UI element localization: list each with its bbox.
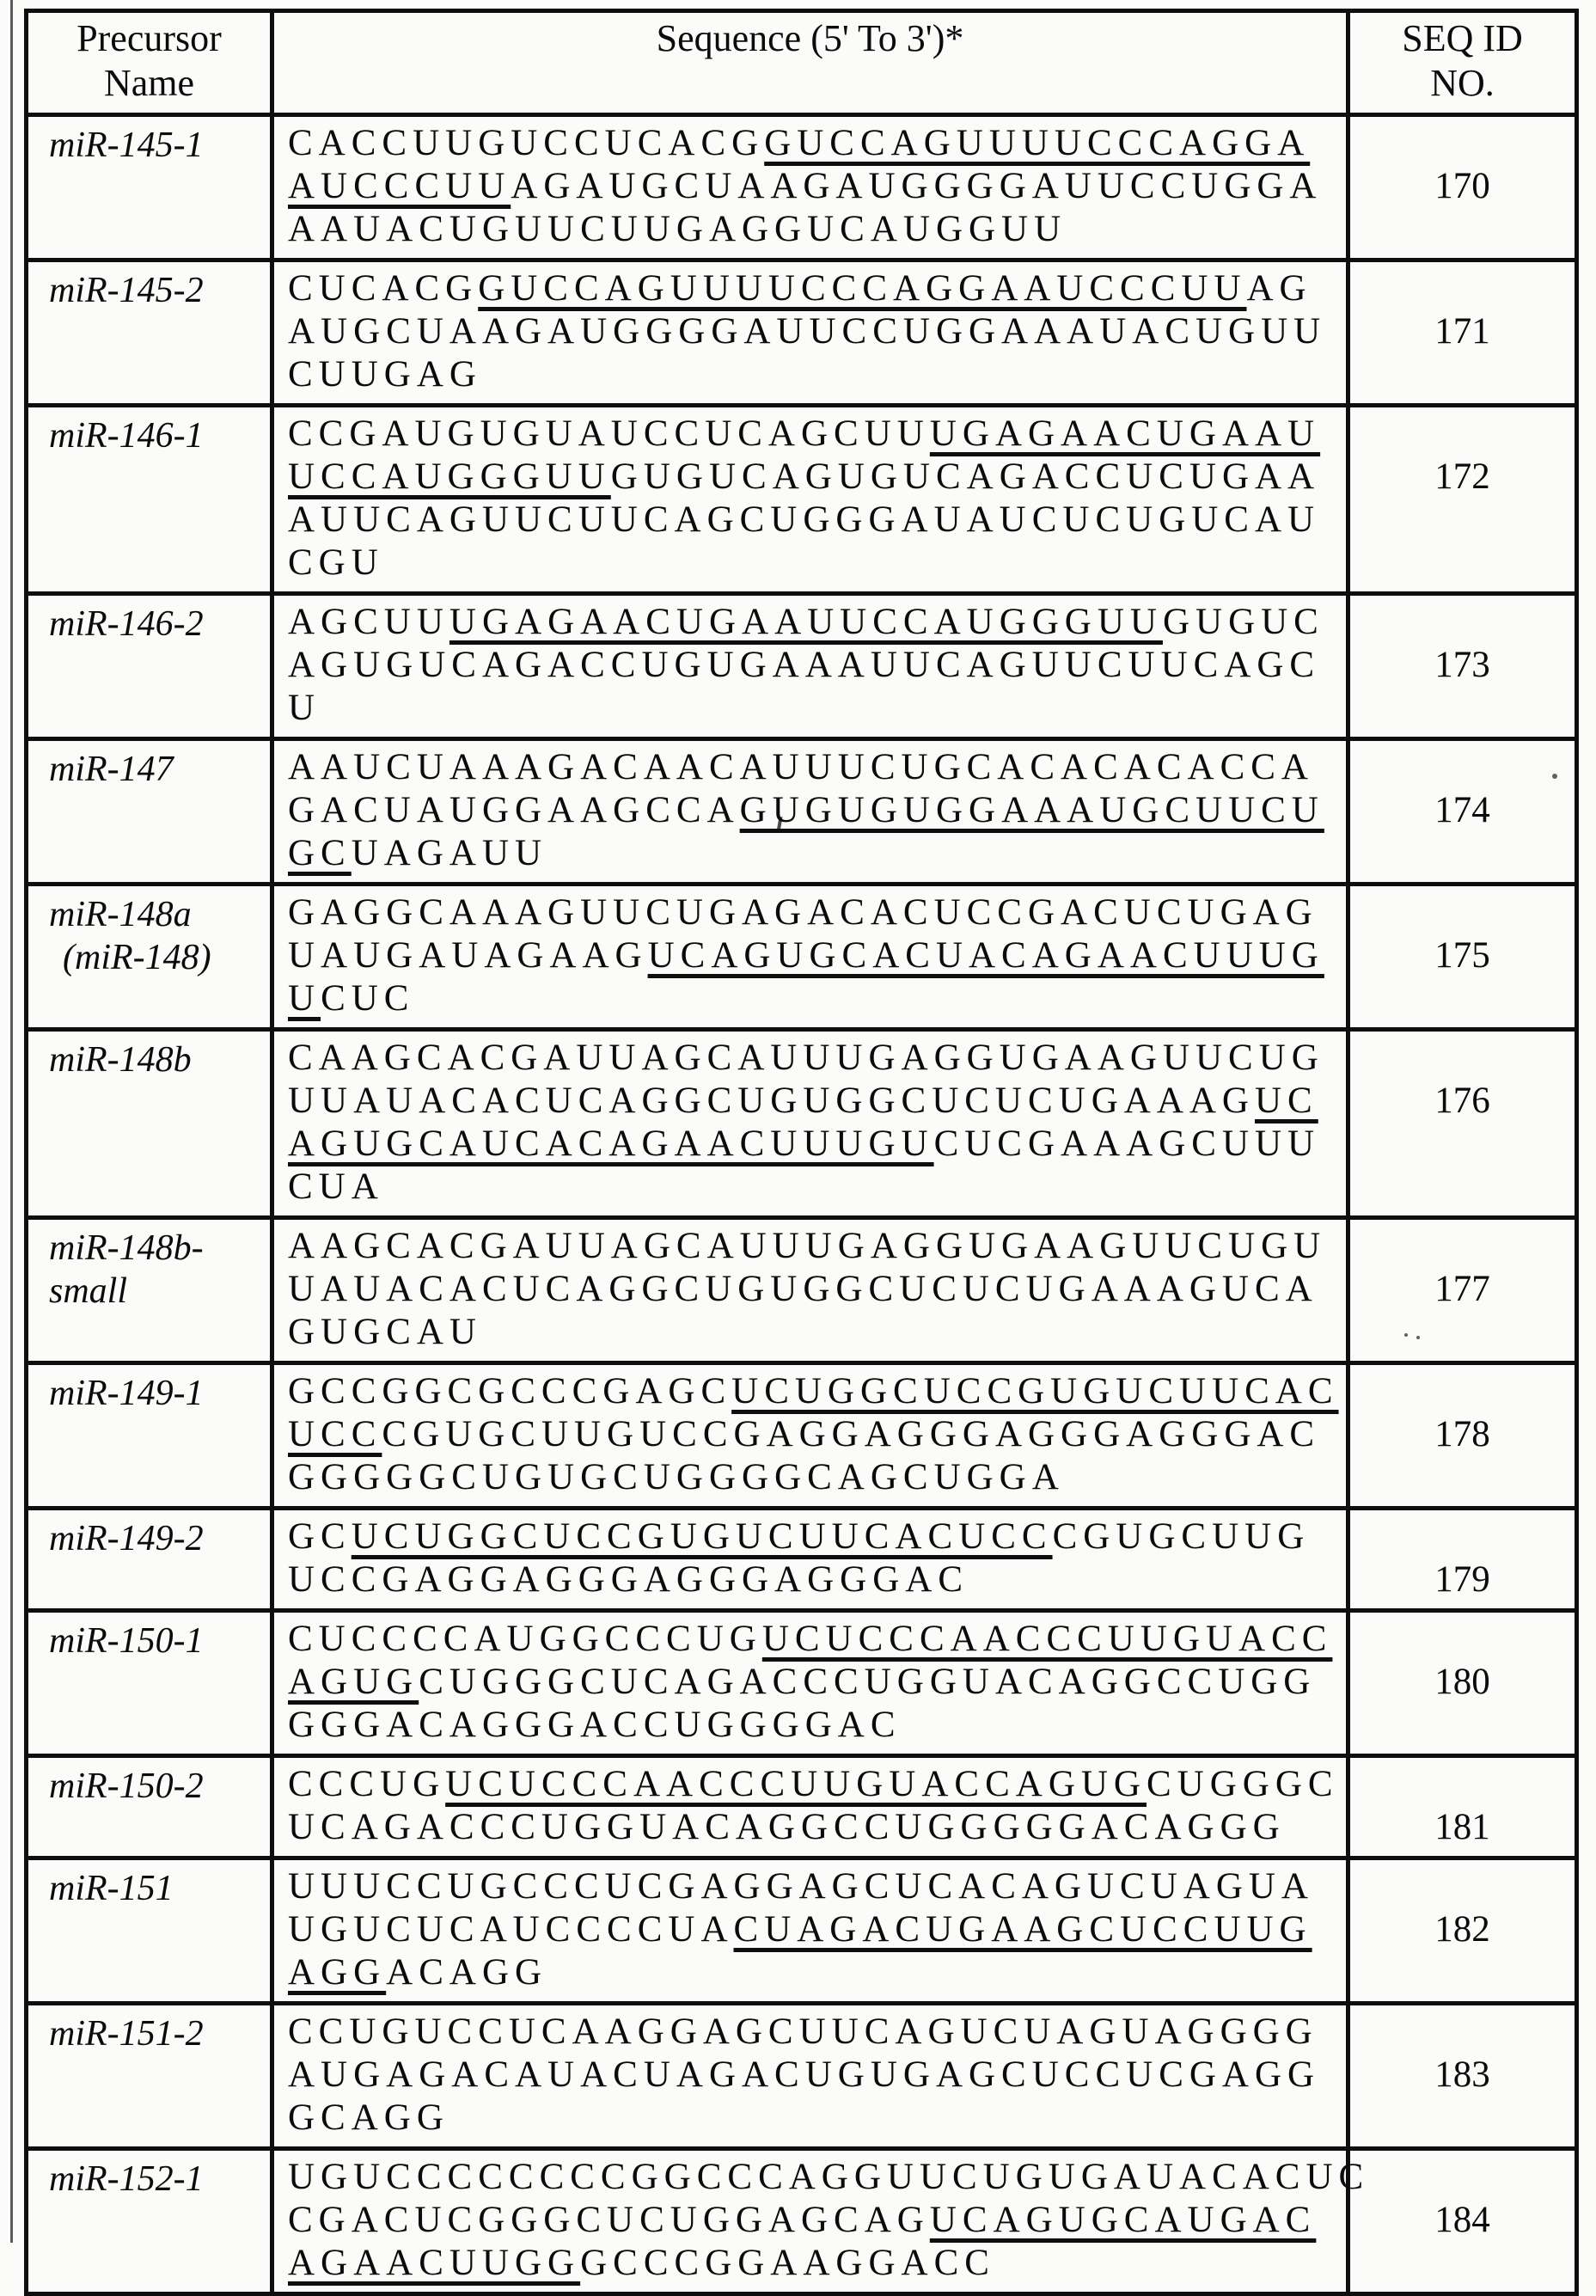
sequence-segment: GUGUC [1162, 602, 1324, 642]
sequence-line [288, 1166, 1342, 1209]
sequence-cell [272, 260, 1348, 406]
precursor-name-text: miR-145-2 [49, 271, 204, 310]
sequence-segment: GGGACAGGGACCUGGGGAC [288, 1705, 902, 1745]
precursor-name-cell [27, 885, 272, 1030]
sequence-segment: GCCGGCGCCCGAGC [288, 1371, 732, 1411]
table-row [27, 1611, 1577, 1756]
sequence-segment-underlined: UCAGUGCACUACAGAACUUUG [647, 935, 1324, 976]
sequence-cell [272, 2149, 1370, 2294]
sequence-segment-underlined: UC [1255, 1081, 1318, 1121]
sequence-cell [272, 1509, 1348, 1611]
table-row [27, 406, 1577, 594]
precursor-name-cell [27, 2149, 272, 2294]
sequence-cell [272, 2004, 1348, 2149]
precursor-name-text: miR-150-1 [49, 1621, 204, 1661]
sequence-line [288, 2054, 1342, 2097]
sequence-line [288, 499, 1342, 542]
precursor-name-text: miR-148b- [49, 1228, 204, 1268]
sequence-line [288, 1806, 1342, 1849]
precursor-name-cell [27, 1218, 272, 1363]
precursor-name-text: miR-151-2 [49, 2014, 204, 2054]
sequence-segment-underlined: AUCCCUU [288, 166, 511, 206]
precursor-name-text: small [49, 1271, 128, 1311]
seq-id-cell [1348, 885, 1577, 1030]
sequence-cell [272, 1858, 1348, 2004]
table-row [27, 885, 1577, 1030]
col-header-sequence [272, 11, 1348, 115]
sequence-segment: CUCGAAAGCUUU [933, 1124, 1321, 1164]
sequence-line [288, 1456, 1342, 1499]
table-row [27, 115, 1577, 260]
sequence-cell [272, 1030, 1348, 1218]
table-row [27, 1509, 1577, 1611]
sequence-line [288, 2097, 1342, 2140]
precursor-name-text: miR-147 [49, 750, 174, 789]
sequence-segment: UGUCUCAUCCCCUA [288, 1909, 734, 1950]
col-header-seq-id [1348, 11, 1577, 115]
sequence-line [288, 1763, 1342, 1806]
sequence-cell [272, 1756, 1348, 1858]
table-row [27, 1858, 1577, 2004]
sequence-line [288, 1268, 1342, 1311]
sequence-line [288, 1225, 1342, 1268]
sequence-segment: GCCCGGAAGGACC [580, 2243, 995, 2283]
sequence-segment: CUA [288, 1166, 384, 1207]
seq-id-cell [1348, 1611, 1577, 1756]
sequence-segment: CUUGAG [288, 354, 482, 395]
seq-id-cell [1348, 594, 1577, 739]
sequence-line [288, 2242, 1342, 2285]
sequence-segment-underlined: UGAGAACUGAAU [929, 413, 1321, 454]
table-row [27, 1218, 1577, 1363]
sequence-line [288, 977, 1342, 1020]
sequence-segment: CCGAUGUGUAUCCUCAGCUU [288, 413, 930, 454]
sequence-cell [272, 115, 1348, 260]
sequence-line [288, 644, 1342, 687]
sequence-segment: AUGCUAAGAUGGGGAUUCCUGGAAAUACUGUU [288, 311, 1327, 352]
table-row [27, 260, 1577, 406]
precursor-name-text: miR-148a [49, 895, 192, 934]
sequence-line [288, 1080, 1342, 1123]
sequence-line [288, 1370, 1342, 1413]
sequence-segment: CGUGCUUGUCCGAGGAGGGAGGGAGGGAC [382, 1414, 1321, 1454]
precursor-name-cell [27, 406, 272, 594]
sequence-segment-underlined: UCCAUGGGUU [288, 456, 611, 497]
sequence-segment: CUCCCCAUGGCCCUG [288, 1619, 762, 1659]
sequence-cell [272, 885, 1348, 1030]
sequence-segment: AG [1246, 268, 1312, 309]
sequence-segment-underlined: CUAGACUGAAGCUCCUUG [733, 1909, 1312, 1950]
sequence-cell [272, 594, 1348, 739]
sequence-cell [272, 739, 1348, 885]
sequence-line [288, 1618, 1342, 1661]
sequence-line [288, 789, 1342, 832]
seq-id-number: 177 [1434, 1269, 1490, 1309]
sequence-line [288, 1413, 1342, 1456]
sequence-segment-underlined: UGAGAACUGAAUUCCAUGGGUU [449, 602, 1163, 642]
sequence-segment-underlined: AGUGCAUCACAGAACUUUGU [288, 1124, 934, 1164]
precursor-name-text: miR-148b [49, 1040, 192, 1080]
sequence-segment: UUUCCUGCCCUCGAGGAGCUCACAGUCUAGUA [288, 1866, 1314, 1907]
sequence-line [288, 687, 1342, 730]
precursor-name-cell [27, 115, 272, 260]
table-row [27, 1363, 1577, 1509]
sequence-segment: AAUACUGUUCUUGAGGUCAUGGUU [288, 209, 1067, 249]
sequence-segment-underlined: U [288, 978, 321, 1019]
sequence-segment-underlined: UCC [288, 1414, 382, 1454]
sequence-cell [272, 1611, 1348, 1756]
seq-id-cell [1348, 2004, 1577, 2149]
seq-id-cell [1348, 1363, 1577, 1509]
sequence-line [288, 1311, 1342, 1354]
sequence-segment: AUUCAGUUCUUCAGCUGGGAUAUCUCUGUCAU [288, 499, 1321, 540]
sequence-segment-underlined: GUGUGUGGAAAUGCUUCU [739, 790, 1324, 830]
sequence-line [288, 601, 1342, 644]
header-line: Precursor [76, 17, 222, 59]
sequence-line [288, 310, 1342, 353]
sequence-segment: CUGGGC [1146, 1764, 1339, 1804]
table-row [27, 594, 1577, 739]
sequence-segment-underlined: GUCCAGUUUUCCCAGGAAUCCCUU [478, 268, 1247, 309]
sequence-segment: CGACUCGGGCUCUGGAGCAG [288, 2200, 930, 2240]
precursor-name-cell [27, 1363, 272, 1509]
table-row [27, 739, 1577, 885]
sequence-line [288, 1704, 1342, 1747]
sequence-segment-underlined: UCAGUGCAUGAC [929, 2200, 1317, 2240]
sequence-segment: AGAUGCUAAGAUGGGGAUUCCUGGA [511, 166, 1323, 206]
seq-id-number: 179 [1434, 1559, 1490, 1600]
sequence-segment: UCAGACCCUGGUACAGGCCUGGGGGACAGGG [288, 1807, 1286, 1847]
sequence-segment: CAAGCACGAUUAGCAUUUGAGGUGAAGUUCUG [288, 1038, 1324, 1078]
header-row [27, 11, 1577, 115]
seq-id-number: 170 [1434, 166, 1490, 206]
seq-id-number: 180 [1434, 1662, 1490, 1702]
sequence-segment: U [288, 688, 321, 728]
sequence-segment-underlined: AGG [288, 1952, 387, 1993]
header-line: Name [103, 62, 195, 104]
seq-id-number: 181 [1434, 1807, 1490, 1847]
seq-id-cell [1348, 1509, 1577, 1611]
table-row [27, 2149, 1577, 2294]
table-row [27, 2004, 1577, 2149]
sequence-segment: CUGGGCUCAGACCCUGGUACAGGCCUGG [419, 1662, 1317, 1702]
precursor-name-text: (miR-148) [63, 938, 211, 977]
precursor-name-text: miR-145-1 [49, 126, 204, 165]
precursor-name-cell [27, 1509, 272, 1611]
sequence-segment-underlined: GUCCAGUUUUCCCAGGA [764, 123, 1311, 163]
sequence-segment: CGUGCUUG [1052, 1516, 1311, 1557]
sequence-segment-underlined: UCUGGCUCCGUGUCUUCACUCC [351, 1516, 1053, 1557]
seq-id-cell [1348, 406, 1577, 594]
seq-id-cell [1348, 1218, 1577, 1363]
sequence-line [288, 413, 1342, 456]
sequence-line [288, 2199, 1342, 2242]
precursor-name-text: miR-152-1 [49, 2159, 204, 2199]
sequence-line [288, 934, 1342, 977]
sequence-segment: GUGUCAGUGUCAGACCUCUGAA [610, 456, 1321, 497]
seq-id-cell [1348, 115, 1577, 260]
sequence-segment: CGU [288, 542, 384, 583]
sequence-cell [272, 1363, 1348, 1509]
sequence-segment: GC [288, 1516, 352, 1557]
sequence-line [288, 1865, 1342, 1908]
precursor-name-cell [27, 1756, 272, 1858]
sequence-cell [272, 406, 1348, 594]
sequence-segment: GGGGGCUGUGCUGGGGCAGCUGGA [288, 1457, 1065, 1497]
table-row [27, 1756, 1577, 1858]
sequence-segment: UGUCCCCCCCCGGCCCAGGUUCUGUGAUACACUC [288, 2157, 1370, 2197]
seq-id-cell [1348, 739, 1577, 885]
seq-id-number: 176 [1434, 1081, 1490, 1121]
seq-id-number: 173 [1434, 645, 1490, 685]
precursor-name-text: miR-151 [49, 1869, 174, 1908]
sequence-line [288, 542, 1342, 585]
precursor-name-cell [27, 1858, 272, 2004]
header-line: NO. [1430, 62, 1495, 104]
precursor-name-cell [27, 594, 272, 739]
sequence-segment: UAGAUU [351, 833, 548, 873]
seq-id-number: 183 [1434, 2054, 1490, 2095]
sequence-segment: AGUGUCAGACCUGUGAAAUUCAGUUCUUCAGC [288, 645, 1321, 685]
sequence-line [288, 1123, 1342, 1166]
precursor-name-text: miR-146-1 [49, 416, 204, 456]
sequence-line [288, 2156, 1370, 2199]
sequence-segment: CUC [321, 978, 415, 1019]
sequence-line [288, 891, 1342, 934]
sequence-line [288, 1951, 1342, 1994]
precursor-name-text: miR-149-2 [49, 1519, 204, 1558]
precursor-name-cell [27, 1030, 272, 1218]
sequence-line [288, 165, 1342, 208]
precursor-name-cell [27, 1611, 272, 1756]
sequence-line [288, 353, 1342, 396]
sequence-segment: UCCGAGGAGGGAGGGAGGGAC [288, 1559, 969, 1600]
sequence-segment-underlined: UCUCCCAACCCUUGUACCAGUG [445, 1764, 1147, 1804]
sequence-line [288, 1558, 1342, 1601]
seq-id-number: 171 [1434, 311, 1490, 352]
sequence-segment: CUCACG [288, 268, 479, 309]
sequence-segment: AUGAGACAUACUAGACUGUGAGCUCCUCGAGG [288, 2054, 1321, 2095]
sequence-segment: UAUGAUAGAAG [288, 935, 648, 976]
seq-id-cell [1348, 1030, 1577, 1218]
sequence-line [288, 832, 1342, 875]
mirna-precursor-sequence-table [24, 9, 1579, 2296]
sequence-segment-underlined: UCUCCCAACCCUUGUACC [761, 1619, 1333, 1659]
precursor-name-cell [27, 739, 272, 885]
sequence-line [288, 208, 1342, 251]
precursor-name-text: miR-149-1 [49, 1374, 204, 1413]
sequence-line [288, 122, 1342, 165]
sequence-line [288, 267, 1342, 310]
sequence-segment: ACAGG [386, 1952, 548, 1993]
sequence-line [288, 1908, 1342, 1951]
sequence-segment: GCAGG [288, 2097, 449, 2138]
sequence-segment: GACUAUGGAAGCCA [288, 790, 740, 830]
header-line: Sequence (5' To 3')* [656, 17, 964, 59]
sequence-segment: UUAUACACUCAGGCUGUGGCUCUCUGAAAG [288, 1081, 1255, 1121]
sequence-line [288, 746, 1342, 789]
seq-id-number: 182 [1434, 1909, 1490, 1950]
sequence-line [288, 456, 1342, 499]
sequence-segment: GAGGCAAAGUUCUGAGACACUCCGACUCUGAG [288, 892, 1318, 933]
seq-id-number: 184 [1434, 2200, 1490, 2240]
sequence-line [288, 1515, 1342, 1558]
sequence-segment-underlined: GC [288, 833, 352, 873]
col-header-precursor-name [27, 11, 272, 115]
seq-id-number: 174 [1434, 790, 1490, 830]
sequence-segment: GUGCAU [288, 1312, 482, 1352]
precursor-name-cell [27, 260, 272, 406]
seq-id-number: 178 [1434, 1414, 1490, 1454]
header-line: SEQ ID [1402, 17, 1523, 59]
sequence-segment-underlined: AGAACUUGG [288, 2243, 581, 2283]
seq-id-cell [1348, 1756, 1577, 1858]
sequence-cell [272, 1218, 1348, 1363]
seq-id-cell [1348, 2149, 1577, 2294]
sequence-segment: AAGCACGAUUAGCAUUUGAGGUGAAGUUCUGU [288, 1226, 1327, 1266]
sequence-segment: AGCUU [288, 602, 449, 642]
sequence-segment: CACCUUGUCCUCACG [288, 123, 765, 163]
sequence-line [288, 1661, 1342, 1704]
sequence-segment-underlined: AGUG [288, 1662, 419, 1702]
table-row [27, 1030, 1577, 1218]
seq-id-number: 172 [1434, 456, 1490, 497]
seq-id-cell [1348, 1858, 1577, 2004]
sequence-line [288, 2011, 1342, 2054]
sequence-table-body [27, 115, 1577, 2294]
sequence-segment-underlined: UCUGGCUCCGUGUCUUCAC [731, 1371, 1339, 1411]
precursor-name-text: miR-150-2 [49, 1766, 204, 1806]
sequence-segment: CCCUG [288, 1764, 446, 1804]
sequence-line [288, 1037, 1342, 1080]
sequence-segment: UAUACACUCAGGCUGUGGCUCUCUGAAAGUCA [288, 1269, 1318, 1309]
scan-artifact-edge-line [10, 0, 13, 2243]
seq-id-cell [1348, 260, 1577, 406]
precursor-name-cell [27, 2004, 272, 2149]
sequence-segment: CCUGUCCUCAAGGAGCUUCAGUCUAGUAGGGG [288, 2011, 1318, 2052]
precursor-name-text: miR-146-2 [49, 604, 204, 644]
seq-id-number: 175 [1434, 935, 1490, 976]
sequence-segment: AAUCUAAAGACAACAUUUCUGCACACACACCA [288, 747, 1314, 787]
